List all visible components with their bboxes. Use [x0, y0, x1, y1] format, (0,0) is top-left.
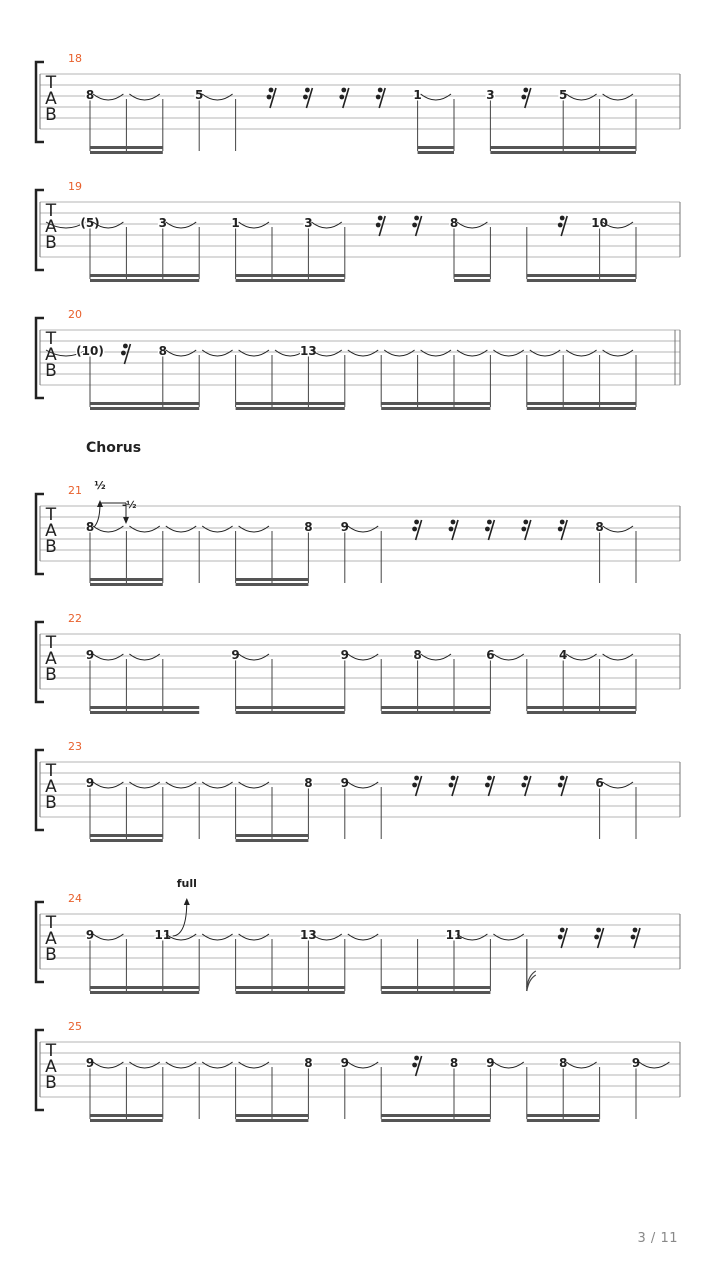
tab-system — [36, 308, 680, 410]
beam — [236, 1114, 309, 1117]
tie-arc — [603, 350, 633, 356]
fret-number: 9 — [340, 776, 349, 790]
tie-arc — [348, 782, 378, 788]
beam — [90, 407, 199, 410]
tie-arc — [566, 1062, 596, 1068]
tie-arc — [166, 1062, 196, 1068]
fret-number: 8 — [449, 216, 459, 230]
fret-number: 8 — [449, 1056, 459, 1070]
sixteenth-rest — [412, 216, 421, 236]
beam — [90, 706, 199, 709]
measure-number: 22 — [68, 612, 82, 625]
beam — [90, 146, 163, 149]
fret-number: 9 — [85, 928, 95, 942]
tab-clef-letter: A — [45, 777, 57, 797]
fret-number: 9 — [85, 648, 95, 662]
sixteenth-rest — [521, 776, 530, 796]
measure-number: 23 — [68, 740, 82, 753]
tab-clef-letter: A — [45, 345, 57, 365]
beam — [381, 402, 490, 405]
beam — [490, 151, 636, 154]
fret-number: 8 — [304, 776, 313, 790]
tie-arc — [202, 782, 232, 788]
fret-number: 9 — [340, 648, 349, 662]
beam — [381, 407, 490, 410]
tab-clef-letter: B — [45, 665, 57, 685]
sixteenth-rest — [631, 928, 640, 948]
tie-arc — [202, 1062, 232, 1068]
bend-amount-label: ½ — [94, 479, 106, 492]
tie-arc — [166, 350, 196, 356]
fret-number: 8 — [304, 1056, 313, 1070]
tie-arc — [493, 350, 523, 356]
tab-system — [36, 740, 680, 842]
tie-arc — [202, 934, 232, 940]
fret-number: 10 — [591, 216, 608, 230]
beam — [381, 991, 490, 994]
measure-number: 21 — [68, 484, 82, 497]
tie-arc — [421, 350, 451, 356]
beam — [381, 1119, 490, 1122]
sixteenth-rest — [449, 776, 458, 796]
fret-number: (5) — [80, 216, 100, 230]
tab-clef-letter: B — [45, 537, 57, 557]
bend-arrow — [173, 901, 187, 936]
beam — [236, 834, 309, 837]
beam — [418, 146, 454, 149]
tie-arc — [348, 654, 378, 660]
fret-number: 8 — [559, 1056, 568, 1070]
sixteenth-rest — [485, 776, 494, 796]
beam — [454, 279, 490, 282]
measure-number: 25 — [68, 1020, 82, 1033]
tie-arc — [457, 222, 487, 228]
tab-clef-letter: T — [45, 761, 57, 781]
tab-system — [36, 877, 680, 994]
tie-arc — [129, 782, 159, 788]
tie-arc — [493, 934, 523, 940]
sixteenth-rest — [449, 520, 458, 540]
tie-arc — [166, 526, 196, 532]
beam — [90, 986, 199, 989]
sixteenth-rest — [376, 88, 385, 108]
tie-arc — [348, 526, 378, 532]
tab-clef-letter: B — [45, 1073, 57, 1093]
fret-number: 6 — [595, 776, 604, 790]
tie-arc — [348, 1062, 378, 1068]
beam — [236, 578, 309, 581]
measure-number: 19 — [68, 180, 82, 193]
tie-arc — [166, 782, 196, 788]
tie-arc — [311, 222, 341, 228]
beam — [527, 274, 636, 277]
tie-arc — [129, 654, 159, 660]
tie-arc — [93, 782, 123, 788]
beam — [90, 274, 199, 277]
fret-number: 6 — [486, 648, 495, 662]
beam — [90, 834, 163, 837]
fret-number: 3 — [158, 216, 167, 230]
beam — [90, 151, 163, 154]
tab-clef-letter: B — [45, 105, 57, 125]
beam — [527, 706, 636, 709]
tie-arc — [566, 94, 596, 100]
beam — [381, 706, 490, 709]
tab-clef-letter: A — [45, 217, 57, 237]
tie-arc — [348, 350, 378, 356]
tie-arc — [530, 350, 560, 356]
measure-number: 20 — [68, 308, 82, 321]
tab-clef-letter: T — [45, 913, 57, 933]
beam — [90, 839, 163, 842]
tie-arc — [603, 654, 633, 660]
beam — [236, 407, 345, 410]
beam — [418, 151, 454, 154]
fret-number: 9 — [631, 1056, 641, 1070]
bend-amount-label: full — [176, 877, 197, 890]
beam — [90, 583, 163, 586]
beam — [527, 711, 636, 714]
beam — [527, 407, 636, 410]
tab-clef-letter: B — [45, 361, 57, 381]
sixteenth-rest — [521, 88, 530, 108]
tab-clef-letter: T — [45, 329, 57, 349]
fret-number: 5 — [195, 88, 204, 102]
tie-arc — [239, 782, 269, 788]
tie-arc — [129, 94, 159, 100]
fret-number: 9 — [85, 1056, 95, 1070]
fret-number: 9 — [340, 520, 349, 534]
beam — [236, 1119, 309, 1122]
fret-number: 11 — [154, 928, 172, 942]
beam — [527, 1114, 600, 1117]
tab-system — [36, 612, 680, 714]
beam — [90, 991, 199, 994]
fret-number: (10) — [76, 344, 104, 358]
tie-arc — [93, 654, 123, 660]
tie-arc — [129, 1062, 159, 1068]
fret-number: 8 — [304, 520, 313, 534]
page-number: 3 / 11 — [637, 1231, 678, 1246]
beam — [381, 711, 490, 714]
sixteenth-rest — [485, 520, 494, 540]
tie-arc — [239, 654, 269, 660]
sixteenth-rest — [412, 520, 421, 540]
tie-arc — [421, 654, 451, 660]
fret-number: 8 — [595, 520, 604, 534]
fret-number: 11 — [445, 928, 463, 942]
beam — [490, 146, 636, 149]
tie-arc — [493, 654, 523, 660]
sixteenth-rest — [558, 216, 567, 236]
tab-clef-letter: A — [45, 521, 57, 541]
tab-clef-letter: B — [45, 233, 57, 253]
beam — [236, 402, 345, 405]
fret-number: 3 — [486, 88, 495, 102]
tab-clef-letter: T — [45, 505, 57, 525]
fret-number: 8 — [85, 520, 95, 534]
tie-arc — [457, 350, 487, 356]
sixteenth-rest — [267, 88, 276, 108]
tab-clef-letter: T — [45, 1041, 57, 1061]
beam — [236, 991, 345, 994]
tie-arc — [603, 94, 633, 100]
fret-number: 9 — [85, 776, 95, 790]
tab-system — [36, 1020, 680, 1122]
sixteenth-rest — [339, 88, 348, 108]
tab-clef-letter: A — [45, 89, 57, 109]
tab-system — [36, 180, 680, 282]
beam — [236, 706, 345, 709]
tab-clef-letter: A — [45, 649, 57, 669]
tie-arc — [239, 526, 269, 532]
tie-arc — [421, 94, 451, 100]
tab-clef-letter: T — [45, 633, 57, 653]
tab-clef-letter: T — [45, 73, 57, 93]
release-arrowhead — [123, 517, 129, 524]
beam — [90, 1119, 163, 1122]
beam — [90, 279, 199, 282]
beam — [381, 1114, 490, 1117]
tie-arc — [603, 782, 633, 788]
fret-number: 13 — [300, 344, 317, 358]
beam — [236, 711, 345, 714]
fret-number: 4 — [559, 648, 568, 662]
sixteenth-rest — [121, 344, 130, 364]
measure-number: 24 — [68, 892, 82, 905]
fret-number: 3 — [304, 216, 313, 230]
sixteenth-rest — [521, 520, 530, 540]
tie-arc — [239, 934, 269, 940]
tie-arc — [93, 1062, 123, 1068]
tie-arc — [202, 526, 232, 532]
tab-clef-letter: B — [45, 793, 57, 813]
fret-number: 8 — [158, 344, 167, 358]
fret-number: 8 — [85, 88, 95, 102]
beam — [454, 274, 490, 277]
section-label: Chorus — [86, 440, 142, 456]
fret-number: 1 — [413, 88, 422, 102]
tie-arc — [639, 1062, 669, 1068]
fret-number: 13 — [300, 928, 317, 942]
sixteenth-rest — [558, 520, 567, 540]
tie-arc — [202, 94, 232, 100]
tie-arc — [129, 526, 159, 532]
fret-number: 1 — [231, 216, 240, 230]
sixteenth-rest — [558, 776, 567, 796]
beam — [236, 274, 345, 277]
beam — [90, 402, 199, 405]
tie-arc — [239, 1062, 269, 1068]
tie-arc — [566, 350, 596, 356]
bend-arrowhead — [184, 898, 190, 905]
tie-arc — [348, 934, 378, 940]
beam — [236, 839, 309, 842]
tie-arc — [202, 350, 232, 356]
beam — [527, 402, 636, 405]
note-flag — [527, 971, 536, 991]
beam — [381, 986, 490, 989]
measure-number: 18 — [68, 52, 82, 65]
tab-clef-letter: A — [45, 1057, 57, 1077]
beam — [90, 1114, 163, 1117]
tab-clef-letter: B — [45, 945, 57, 965]
sixteenth-rest — [412, 1056, 421, 1076]
tie-arc — [239, 222, 269, 228]
beam — [236, 583, 309, 586]
tie-arc — [93, 94, 123, 100]
tie-arc — [166, 222, 196, 228]
beam — [527, 1119, 600, 1122]
beam — [90, 711, 199, 714]
tie-arc — [566, 654, 596, 660]
fret-number: 9 — [231, 648, 240, 662]
tab-clef-letter: T — [45, 201, 57, 221]
tie-arc — [603, 526, 633, 532]
fret-number: 9 — [486, 1056, 495, 1070]
sixteenth-rest — [303, 88, 312, 108]
beam — [90, 578, 163, 581]
tab-system — [36, 440, 680, 586]
sixteenth-rest — [412, 776, 421, 796]
tie-arc — [384, 350, 414, 356]
tab-clef-letter: A — [45, 929, 57, 949]
sixteenth-rest — [558, 928, 567, 948]
beam — [236, 986, 345, 989]
fret-number: 9 — [340, 1056, 349, 1070]
beam — [236, 279, 345, 282]
tie-arc — [93, 934, 123, 940]
release-amount-label: -½ — [122, 500, 137, 511]
sixteenth-rest — [376, 216, 385, 236]
tie-arc — [93, 526, 123, 532]
tab-system — [36, 52, 680, 154]
beam — [527, 279, 636, 282]
sixteenth-rest — [594, 928, 603, 948]
fret-number: 8 — [413, 648, 422, 662]
tie-arc — [493, 1062, 523, 1068]
tie-arc — [239, 350, 269, 356]
fret-number: 5 — [559, 88, 568, 102]
